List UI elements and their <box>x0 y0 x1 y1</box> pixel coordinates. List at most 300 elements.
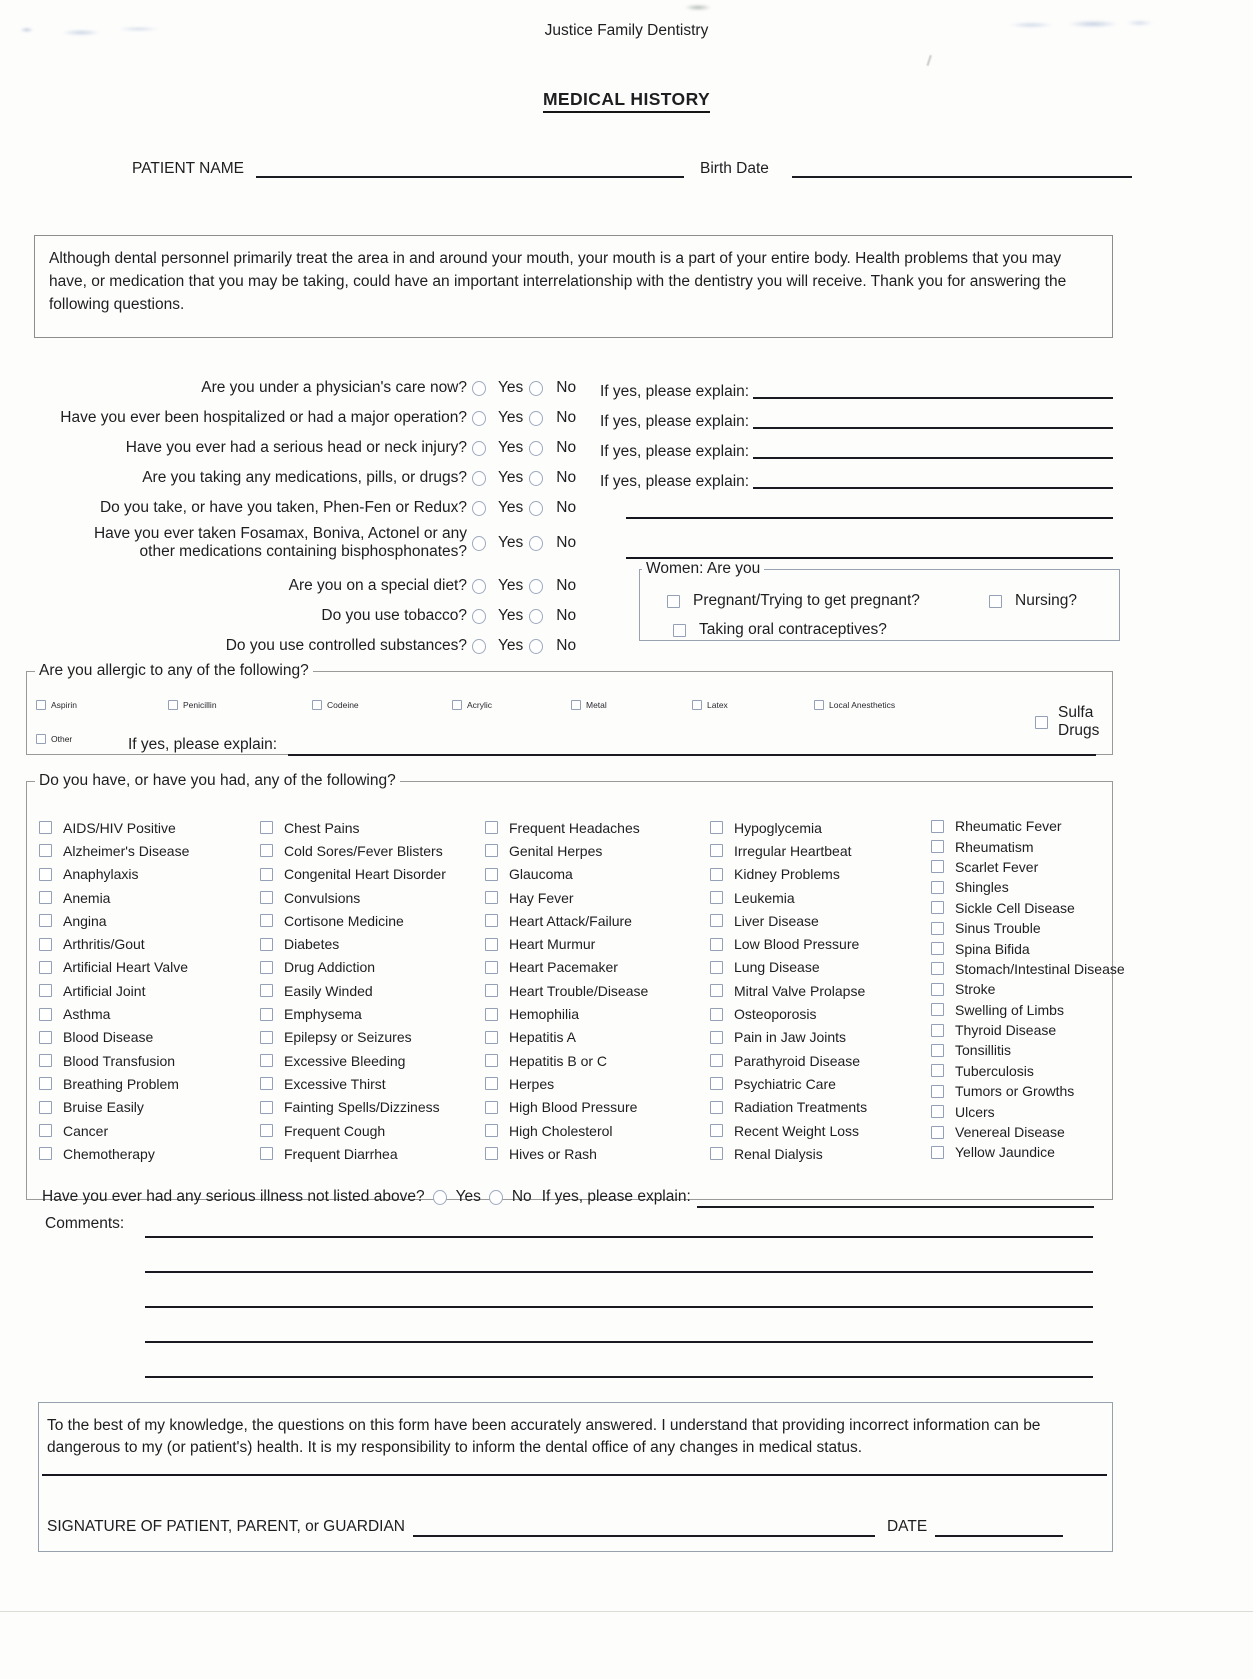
allergy-label: Penicillin <box>183 700 217 710</box>
condition-item <box>260 1142 446 1165</box>
condition-checkbox[interactable] <box>710 891 723 904</box>
no-label: No <box>556 439 577 456</box>
comments-line[interactable] <box>145 1236 1093 1238</box>
condition-item <box>485 1142 648 1165</box>
condition-label: Glaucoma <box>509 866 573 883</box>
condition-item <box>931 1101 1125 1121</box>
condition-item <box>710 1026 867 1049</box>
condition-checkbox[interactable] <box>260 961 273 974</box>
condition-checkbox[interactable] <box>710 1031 723 1044</box>
yes-radio[interactable] <box>472 579 486 594</box>
birthdate-line[interactable] <box>792 160 1132 178</box>
comments-line[interactable] <box>145 1376 1093 1378</box>
allergy-checkbox[interactable] <box>36 700 46 710</box>
condition-label: Arthritis/Gout <box>63 936 145 953</box>
explain-line[interactable] <box>753 383 1113 399</box>
comments-line[interactable] <box>145 1306 1093 1308</box>
condition-item <box>39 932 189 955</box>
allergy-checkbox[interactable] <box>692 700 702 710</box>
allergy-item <box>452 700 492 710</box>
yes-no-group <box>472 577 600 595</box>
condition-item <box>39 1119 189 1142</box>
pregnant-checkbox[interactable] <box>667 595 680 608</box>
condition-item <box>260 839 446 862</box>
condition-checkbox[interactable] <box>485 914 498 927</box>
condition-item <box>39 956 189 979</box>
condition-checkbox[interactable] <box>931 1003 944 1016</box>
allergy-label: Metal <box>586 700 607 710</box>
yes-no-group <box>472 499 600 517</box>
women-item-nursing <box>989 592 1077 610</box>
condition-checkbox[interactable] <box>39 1101 52 1114</box>
condition-label: Herpes <box>509 1075 555 1092</box>
condition-item <box>710 1096 867 1119</box>
condition-item <box>710 1072 867 1095</box>
condition-label: Artificial Joint <box>63 982 146 999</box>
condition-checkbox[interactable] <box>710 961 723 974</box>
condition-checkbox[interactable] <box>39 821 52 834</box>
condition-checkbox[interactable] <box>260 1008 273 1021</box>
condition-label: Blood Disease <box>63 1029 154 1046</box>
condition-label: Chemotherapy <box>63 1145 155 1162</box>
page-title: MEDICAL HISTORY <box>543 89 710 113</box>
condition-checkbox[interactable] <box>710 821 723 834</box>
no-label: No <box>556 577 577 594</box>
condition-item <box>485 956 648 979</box>
condition-checkbox[interactable] <box>260 1147 273 1160</box>
condition-item <box>485 816 648 839</box>
condition-label: Rheumatism <box>955 838 1034 855</box>
condition-label: Sinus Trouble <box>955 920 1041 937</box>
condition-label: Artificial Heart Valve <box>63 959 189 976</box>
condition-label: Drug Addiction <box>284 959 376 976</box>
condition-label: Recent Weight Loss <box>734 1122 860 1139</box>
scan-artifact-tick <box>927 55 939 68</box>
no-radio[interactable] <box>529 471 543 486</box>
condition-label: Easily Winded <box>284 982 373 999</box>
condition-checkbox[interactable] <box>485 984 498 997</box>
condition-item <box>485 1119 648 1142</box>
condition-checkbox[interactable] <box>260 891 273 904</box>
condition-label: Epilepsy or Seizures <box>284 1029 412 1046</box>
condition-item <box>39 1002 189 1025</box>
question-label-line2: other medications containing bisphosphonates? <box>139 543 467 560</box>
allergy-checkbox[interactable] <box>452 700 462 710</box>
condition-checkbox[interactable] <box>485 891 498 904</box>
condition-checkbox[interactable] <box>931 901 944 914</box>
condition-checkbox[interactable] <box>931 1085 944 1098</box>
condition-item <box>710 932 867 955</box>
condition-label: Convulsions <box>284 889 361 906</box>
condition-checkbox[interactable] <box>39 1031 52 1044</box>
sulfa-drugs-label: Sulfa Drugs <box>1058 704 1100 739</box>
condition-item <box>931 979 1125 999</box>
yes-label: Yes <box>498 577 524 594</box>
condition-checkbox[interactable] <box>260 938 273 951</box>
women-item-contraceptives <box>673 621 887 639</box>
question-row-hospitalized <box>20 403 1113 433</box>
no-radio[interactable] <box>529 441 543 456</box>
condition-item <box>485 1026 648 1049</box>
explain-line[interactable] <box>753 413 1113 429</box>
yes-radio[interactable] <box>433 1190 447 1205</box>
yes-no-group <box>472 379 600 397</box>
condition-item <box>931 1142 1125 1162</box>
nursing-label: Nursing? <box>1015 592 1078 609</box>
condition-checkbox[interactable] <box>39 1147 52 1160</box>
explain-group <box>600 403 1113 433</box>
condition-item <box>485 1002 648 1025</box>
question-row-bisphosphonates <box>20 523 1113 563</box>
explain-group <box>600 373 1113 403</box>
allergy-label: Codeine <box>327 700 359 710</box>
condition-item <box>39 886 189 909</box>
allergy-items-row <box>27 700 1112 720</box>
question-row-phen-fen <box>20 493 1113 523</box>
condition-checkbox[interactable] <box>485 821 498 834</box>
no-label: No <box>556 607 577 624</box>
condition-checkbox[interactable] <box>931 1126 944 1139</box>
condition-checkbox[interactable] <box>931 1064 944 1077</box>
yes-no-group <box>472 469 600 487</box>
condition-checkbox[interactable] <box>485 1147 498 1160</box>
condition-checkbox[interactable] <box>39 868 52 881</box>
acknowledgment-box <box>38 1402 1113 1552</box>
condition-item <box>485 979 648 1002</box>
no-radio[interactable] <box>529 639 543 654</box>
condition-label: Cortisone Medicine <box>284 912 404 929</box>
no-label: No <box>556 637 577 654</box>
allergy-explain-label: If yes, please explain: <box>128 736 278 753</box>
contraceptives-checkbox[interactable] <box>673 624 686 637</box>
condition-checkbox[interactable] <box>260 821 273 834</box>
condition-item <box>260 1002 446 1025</box>
condition-checkbox[interactable] <box>485 1101 498 1114</box>
condition-checkbox[interactable] <box>39 961 52 974</box>
condition-label: Heart Murmur <box>509 936 596 953</box>
signature-label: SIGNATURE OF PATIENT, PARENT, or GUARDIAN <box>47 1518 405 1535</box>
condition-item <box>710 1049 867 1072</box>
condition-label: Excessive Thirst <box>284 1075 386 1092</box>
condition-checkbox[interactable] <box>39 1124 52 1137</box>
answer-line[interactable] <box>626 545 1113 559</box>
condition-item <box>39 1142 189 1165</box>
condition-checkbox[interactable] <box>710 914 723 927</box>
yes-radio[interactable] <box>472 536 486 551</box>
condition-label: Stomach/Intestinal Disease <box>955 960 1125 977</box>
condition-checkbox[interactable] <box>485 1124 498 1137</box>
condition-label: Frequent Headaches <box>509 819 640 836</box>
condition-checkbox[interactable] <box>39 1008 52 1021</box>
allergy-item <box>312 700 359 710</box>
allergy-item <box>814 700 895 710</box>
condition-label: Emphysema <box>284 1006 362 1023</box>
condition-label: Breathing Problem <box>63 1075 179 1092</box>
no-label: No <box>556 409 577 426</box>
allergy-label: Latex <box>707 700 728 710</box>
condition-checkbox[interactable] <box>485 844 498 857</box>
no-radio[interactable] <box>529 501 543 516</box>
explain-line[interactable] <box>753 473 1113 489</box>
condition-label: Venereal Disease <box>955 1124 1065 1141</box>
allergy-item <box>692 700 728 710</box>
yes-radio[interactable] <box>472 441 486 456</box>
condition-checkbox[interactable] <box>260 984 273 997</box>
condition-item <box>260 1119 446 1142</box>
condition-checkbox[interactable] <box>260 868 273 881</box>
date-line[interactable] <box>935 1521 1063 1537</box>
conditions-column-5 <box>931 816 1125 1163</box>
allergy-label: Aspirin <box>51 700 77 710</box>
no-radio[interactable] <box>529 381 543 396</box>
condition-checkbox[interactable] <box>39 1077 52 1090</box>
clinic-name: Justice Family Dentistry <box>544 22 709 39</box>
comments-line[interactable] <box>145 1271 1093 1273</box>
no-label: No <box>556 499 577 516</box>
condition-item <box>260 816 446 839</box>
condition-checkbox[interactable] <box>931 922 944 935</box>
condition-checkbox[interactable] <box>260 914 273 927</box>
condition-checkbox[interactable] <box>260 1031 273 1044</box>
condition-item <box>39 979 189 1002</box>
condition-item <box>931 816 1125 836</box>
condition-checkbox[interactable] <box>39 938 52 951</box>
condition-checkbox[interactable] <box>931 881 944 894</box>
condition-checkbox[interactable] <box>39 844 52 857</box>
yes-label: Yes <box>498 637 524 654</box>
condition-checkbox[interactable] <box>39 1054 52 1067</box>
condition-item <box>710 909 867 932</box>
yes-radio[interactable] <box>472 609 486 624</box>
condition-checkbox[interactable] <box>931 1024 944 1037</box>
condition-checkbox[interactable] <box>931 983 944 996</box>
condition-label: Heart Attack/Failure <box>509 912 632 929</box>
explain-label: If yes, please explain: <box>600 443 750 460</box>
conditions-column-3 <box>485 816 648 1165</box>
condition-checkbox[interactable] <box>931 962 944 975</box>
allergy-checkbox[interactable] <box>168 700 178 710</box>
condition-checkbox[interactable] <box>260 1054 273 1067</box>
condition-checkbox[interactable] <box>931 840 944 853</box>
condition-label: Low Blood Pressure <box>734 936 860 953</box>
serious-illness-row <box>42 1182 1094 1212</box>
condition-item <box>485 1096 648 1119</box>
condition-label: Hay Fever <box>509 889 574 906</box>
condition-checkbox[interactable] <box>710 1077 723 1090</box>
condition-item <box>485 839 648 862</box>
condition-checkbox[interactable] <box>710 1101 723 1114</box>
condition-item <box>931 877 1125 897</box>
yes-radio[interactable] <box>472 411 486 426</box>
condition-checkbox[interactable] <box>710 1124 723 1137</box>
condition-checkbox[interactable] <box>931 820 944 833</box>
condition-item <box>260 886 446 909</box>
condition-label: Renal Dialysis <box>734 1145 823 1162</box>
women-item-pregnant <box>667 592 920 610</box>
condition-item <box>39 863 189 886</box>
condition-item <box>260 979 446 1002</box>
condition-label: Hemophilia <box>509 1006 580 1023</box>
pregnant-label: Pregnant/Trying to get pregnant? <box>693 592 920 609</box>
allergy-explain-line[interactable] <box>288 736 1096 756</box>
question-label: Are you on a special diet? <box>288 577 467 594</box>
condition-label: Blood Transfusion <box>63 1052 176 1069</box>
condition-checkbox[interactable] <box>39 984 52 997</box>
conditions-column-1 <box>39 816 189 1165</box>
yes-no-group <box>472 439 600 457</box>
allergy-item <box>168 700 217 710</box>
condition-checkbox[interactable] <box>485 1031 498 1044</box>
question-label: Do you take, or have you taken, Phen-Fen or Redux? <box>99 499 467 516</box>
condition-label: Hypoglycemia <box>734 819 822 836</box>
serious-illness-explain-line[interactable] <box>697 1194 1094 1208</box>
no-radio[interactable] <box>529 579 543 594</box>
condition-label: High Cholesterol <box>509 1122 613 1139</box>
condition-checkbox[interactable] <box>931 1105 944 1118</box>
question-label: Are you under a physician's care now? <box>201 379 467 396</box>
allergy-item-other <box>36 734 72 744</box>
sulfa-drugs-checkbox[interactable] <box>1035 716 1048 729</box>
question-label: Have you ever been hospitalized or had a major operation? <box>60 409 467 426</box>
condition-label: Asthma <box>63 1006 111 1023</box>
answer-line[interactable] <box>626 505 1113 519</box>
condition-label: Scarlet Fever <box>955 858 1039 875</box>
allergy-checkbox[interactable] <box>312 700 322 710</box>
condition-item <box>39 1072 189 1095</box>
condition-label: Spina Bifida <box>955 940 1030 957</box>
allergy-label: Acrylic <box>467 700 493 710</box>
condition-label: Diabetes <box>284 936 340 953</box>
condition-checkbox[interactable] <box>931 1146 944 1159</box>
patient-row <box>0 158 1253 180</box>
condition-checkbox[interactable] <box>710 844 723 857</box>
other-allergy-checkbox[interactable] <box>36 734 46 744</box>
condition-item <box>260 956 446 979</box>
comments-line[interactable] <box>145 1341 1093 1343</box>
condition-checkbox[interactable] <box>260 1077 273 1090</box>
yes-label: Yes <box>455 1188 481 1205</box>
condition-label: Alzheimer's Disease <box>63 842 190 859</box>
condition-item <box>931 898 1125 918</box>
condition-checkbox[interactable] <box>931 860 944 873</box>
condition-item <box>931 938 1125 958</box>
question-label: Are you taking any medications, pills, or drugs? <box>142 469 467 486</box>
yes-label: Yes <box>498 499 524 516</box>
signature-row <box>47 1513 1098 1537</box>
condition-checkbox[interactable] <box>710 868 723 881</box>
question-label <box>20 525 467 561</box>
condition-item <box>931 1081 1125 1101</box>
no-radio[interactable] <box>489 1190 503 1205</box>
patient-name-label: PATIENT NAME <box>132 160 244 177</box>
no-radio[interactable] <box>529 411 543 426</box>
other-allergy-label: Other <box>51 734 73 744</box>
condition-checkbox[interactable] <box>485 1077 498 1090</box>
condition-item <box>39 839 189 862</box>
condition-item <box>260 1096 446 1119</box>
condition-item <box>485 886 648 909</box>
yes-label: Yes <box>498 469 524 486</box>
condition-item <box>710 886 867 909</box>
condition-checkbox[interactable] <box>485 868 498 881</box>
explain-group <box>600 463 1113 493</box>
patient-name-line[interactable] <box>256 160 684 178</box>
yes-no-group <box>472 607 600 625</box>
signature-line[interactable] <box>413 1521 875 1537</box>
condition-checkbox[interactable] <box>485 961 498 974</box>
condition-checkbox[interactable] <box>710 1008 723 1021</box>
yes-radio[interactable] <box>472 471 486 486</box>
condition-item <box>710 1119 867 1142</box>
condition-item <box>260 1026 446 1049</box>
condition-checkbox[interactable] <box>710 984 723 997</box>
explain-line[interactable] <box>753 443 1113 459</box>
condition-label: Bruise Easily <box>63 1099 144 1116</box>
condition-checkbox[interactable] <box>710 1054 723 1067</box>
yes-radio[interactable] <box>472 381 486 396</box>
allergy-fieldset <box>26 662 1113 755</box>
allergy-checkbox[interactable] <box>814 700 824 710</box>
condition-checkbox[interactable] <box>260 1124 273 1137</box>
condition-item <box>710 863 867 886</box>
condition-item <box>39 1026 189 1049</box>
condition-label: Tonsillitis <box>955 1042 1012 1059</box>
nursing-checkbox[interactable] <box>989 595 1002 608</box>
condition-checkbox[interactable] <box>39 891 52 904</box>
condition-label: Cancer <box>63 1122 109 1139</box>
condition-item <box>931 857 1125 877</box>
condition-checkbox[interactable] <box>260 844 273 857</box>
condition-label: Frequent Diarrhea <box>284 1145 398 1162</box>
no-radio[interactable] <box>529 609 543 624</box>
condition-label: Leukemia <box>734 889 795 906</box>
condition-checkbox[interactable] <box>931 1044 944 1057</box>
condition-checkbox[interactable] <box>710 938 723 951</box>
condition-label: Anemia <box>63 889 111 906</box>
yes-label: Yes <box>498 409 524 426</box>
yes-radio[interactable] <box>472 639 486 654</box>
allergy-checkbox[interactable] <box>571 700 581 710</box>
condition-checkbox[interactable] <box>931 942 944 955</box>
conditions-column-4 <box>710 816 867 1165</box>
contraceptives-label: Taking oral contraceptives? <box>699 621 887 638</box>
condition-item <box>710 956 867 979</box>
condition-checkbox[interactable] <box>485 1054 498 1067</box>
no-radio[interactable] <box>529 536 543 551</box>
condition-label: Liver Disease <box>734 912 819 929</box>
comments-label: Comments: <box>45 1215 125 1232</box>
condition-label: Anaphylaxis <box>63 866 139 883</box>
condition-label: Yellow Jaundice <box>955 1144 1055 1161</box>
condition-label: Mitral Valve Prolapse <box>734 982 866 999</box>
yes-label: Yes <box>498 379 524 396</box>
condition-item <box>260 932 446 955</box>
condition-item <box>485 1049 648 1072</box>
condition-label: Heart Pacemaker <box>509 959 618 976</box>
yes-radio[interactable] <box>472 501 486 516</box>
condition-checkbox[interactable] <box>485 938 498 951</box>
question-row-physician-care <box>20 373 1113 403</box>
condition-checkbox[interactable] <box>710 1147 723 1160</box>
intro-box: Although dental personnel primarily treat the area in and around your mouth, your mouth is a part of your entire body. Health problems that you may have, or medication that you may be taking, could have an important interrelationship with the dentistry you will receive. Thank you for answering the following questions. <box>34 235 1113 338</box>
condition-checkbox[interactable] <box>260 1101 273 1114</box>
condition-checkbox[interactable] <box>485 1008 498 1021</box>
condition-checkbox[interactable] <box>39 914 52 927</box>
women-legend: Women: Are you <box>646 560 761 577</box>
condition-label: Radiation Treatments <box>734 1099 868 1116</box>
no-label: No <box>556 534 577 551</box>
condition-label: Tumors or Growths <box>955 1083 1075 1100</box>
